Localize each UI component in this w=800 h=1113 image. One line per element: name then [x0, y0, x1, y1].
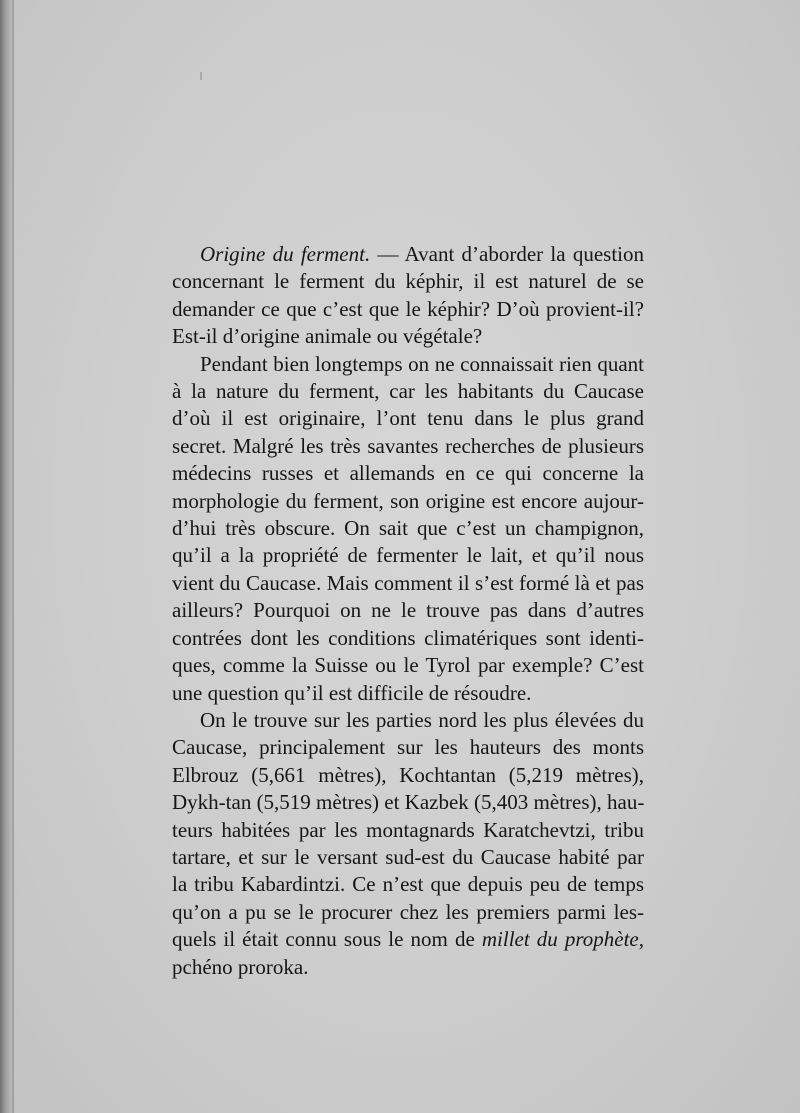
text-line: tartare, et sur le versant sud-est du Caucase habité par — [172, 844, 644, 869]
text-line: Pendant bien longtemps on ne connaissait rien quant — [200, 351, 644, 376]
text-line: qu’il a la propriété de fermenter le lait, et qu’il nous — [172, 543, 644, 568]
text-line: teurs habitées par les montagnards Karatchevtzi, tribu — [172, 817, 644, 842]
text-line: à la nature du ferment, car les habitants du Caucase — [172, 379, 644, 404]
text-line: vient du Caucase. Mais comment il s’est formé là et pas — [172, 570, 644, 595]
paragraph-origin — [172, 241, 644, 351]
text-line: Caucase, principalement sur les hauteurs des monts — [172, 735, 644, 760]
text-line: quels il était connu sous le nom de millet du prophète, — [172, 927, 644, 952]
body-text — [172, 241, 644, 981]
text-line: une question qu’il est difficile de résoudre. — [172, 680, 532, 705]
text-line: d’où il est originaire, l’ont tenu dans le plus grand — [172, 406, 644, 431]
italic-term: millet du prophète, — [481, 927, 644, 952]
text-line: demander ce que c’est que le képhir? D’où provient-il? — [172, 296, 644, 321]
text-line: Dykh-tan (5,519 mètres) et Kazbek (5,403 mètres), hau- — [172, 790, 645, 815]
page-binding-edge — [0, 0, 12, 1113]
text-line: d’hui très obscure. On sait que c’est un champignon, — [172, 516, 644, 541]
page-binding-shadow — [12, 0, 14, 1113]
paragraph-nature — [172, 351, 644, 707]
text-line: ques, comme la Suisse ou le Tyrol par exemple? C’est — [172, 653, 644, 678]
text-line: concernant le ferment du képhir, il est naturel de se — [172, 269, 644, 294]
section-heading: Origine du ferment. — [200, 242, 371, 266]
text-line: pchéno proroka. — [172, 954, 309, 979]
paragraph-location — [172, 707, 644, 981]
text-line: On le trouve sur les parties nord les plus élevées du — [200, 707, 644, 732]
text-line: Elbrouz (5,661 mètres), Kochtantan (5,219 mètres), — [172, 762, 644, 787]
text-line: la tribu Kabardintzi. Ce n’est que depuis peu de temps — [172, 872, 644, 897]
text-line: morphologie du ferment, son origine est encore aujour- — [172, 488, 644, 513]
text-line: médecins russes et allemands en ce qui concerne la — [172, 461, 644, 486]
text-line: ailleurs? Pourquoi on ne le trouve pas dans d’autres — [172, 598, 644, 623]
text-line: Origine du ferment. — Avant d’aborder la question — [200, 242, 644, 266]
text-line: qu’on a pu se le procurer chez les premiers parmi les- — [172, 899, 644, 924]
text-line: secret. Malgré les très savantes recherches de plusieurs — [172, 433, 644, 458]
page-mark — [200, 72, 202, 80]
text-line: contrées dont les conditions climatériques sont identi- — [172, 625, 644, 650]
text-line: Est-il d’origine animale ou végétale? — [172, 324, 483, 349]
